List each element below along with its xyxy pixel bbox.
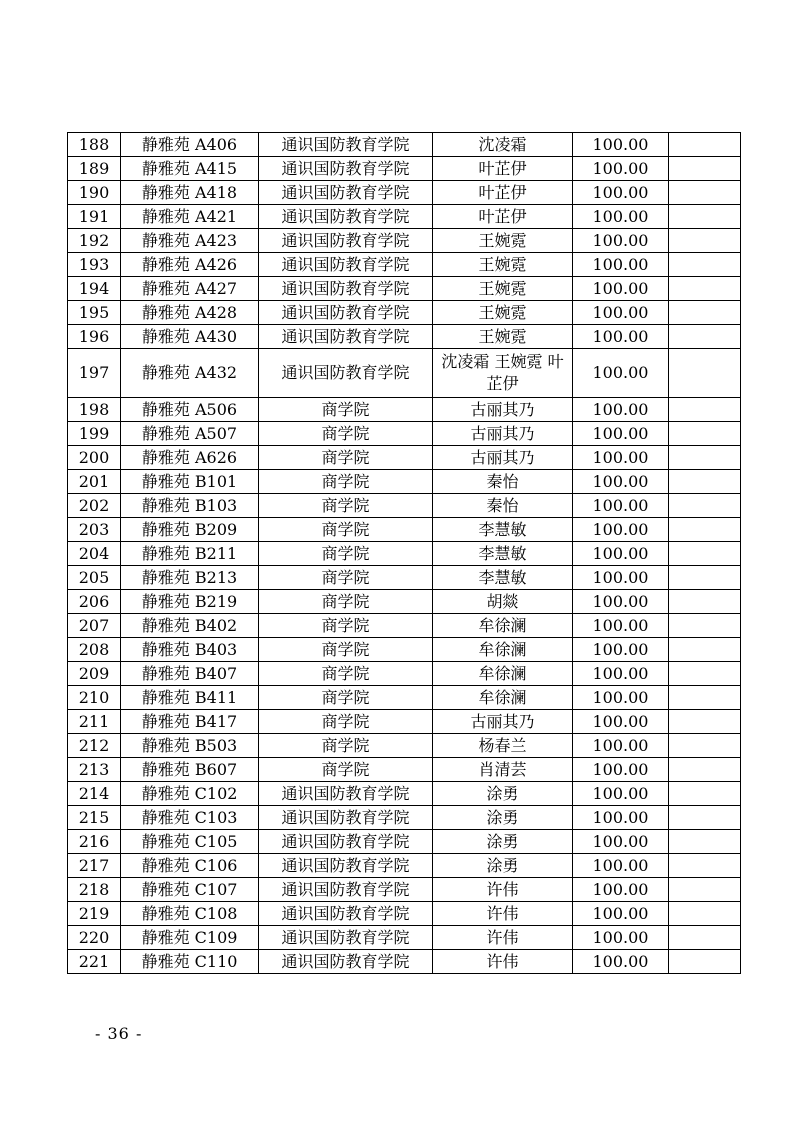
row-number-cell: 210	[68, 686, 121, 710]
row-number-cell: 188	[68, 133, 121, 157]
room-cell: 静雅苑 B403	[121, 638, 259, 662]
table-row	[68, 590, 741, 614]
row-number-cell: 219	[68, 902, 121, 926]
contact-cell: 古丽其乃	[433, 422, 573, 446]
score-cell: 100.00	[573, 950, 669, 974]
score-cell: 100.00	[573, 638, 669, 662]
row-number-cell: 200	[68, 446, 121, 470]
room-cell: 静雅苑 A406	[121, 133, 259, 157]
college-cell: 通识国防教育学院	[259, 277, 433, 301]
table-row	[68, 157, 741, 181]
row-number-cell: 196	[68, 325, 121, 349]
contact-cell: 秦怡	[433, 494, 573, 518]
table-row	[68, 470, 741, 494]
room-cell: 静雅苑 C107	[121, 878, 259, 902]
remark-cell	[669, 926, 741, 950]
score-cell: 100.00	[573, 133, 669, 157]
contact-cell: 叶芷伊	[433, 157, 573, 181]
room-cell: 静雅苑 A430	[121, 325, 259, 349]
remark-cell	[669, 710, 741, 734]
row-number-cell: 217	[68, 854, 121, 878]
contact-cell: 古丽其乃	[433, 446, 573, 470]
college-cell: 通识国防教育学院	[259, 325, 433, 349]
contact-cell: 许伟	[433, 878, 573, 902]
room-cell: 静雅苑 B407	[121, 662, 259, 686]
room-cell: 静雅苑 B211	[121, 542, 259, 566]
college-cell: 商学院	[259, 518, 433, 542]
score-cell: 100.00	[573, 470, 669, 494]
room-cell: 静雅苑 A427	[121, 277, 259, 301]
row-number-cell: 213	[68, 758, 121, 782]
room-cell: 静雅苑 A423	[121, 229, 259, 253]
table-row	[68, 638, 741, 662]
room-cell: 静雅苑 B402	[121, 614, 259, 638]
score-cell: 100.00	[573, 878, 669, 902]
college-cell: 商学院	[259, 614, 433, 638]
table-row	[68, 446, 741, 470]
room-cell: 静雅苑 C106	[121, 854, 259, 878]
room-cell: 静雅苑 B607	[121, 758, 259, 782]
room-cell: 静雅苑 C108	[121, 902, 259, 926]
row-number-cell: 195	[68, 301, 121, 325]
room-cell: 静雅苑 A506	[121, 398, 259, 422]
score-cell: 100.00	[573, 229, 669, 253]
score-cell: 100.00	[573, 782, 669, 806]
contact-cell: 秦怡	[433, 470, 573, 494]
college-cell: 通识国防教育学院	[259, 806, 433, 830]
remark-cell	[669, 157, 741, 181]
college-cell: 商学院	[259, 494, 433, 518]
college-cell: 通识国防教育学院	[259, 950, 433, 974]
room-cell: 静雅苑 B219	[121, 590, 259, 614]
contact-cell: 许伟	[433, 902, 573, 926]
college-cell: 商学院	[259, 470, 433, 494]
room-cell: 静雅苑 B503	[121, 734, 259, 758]
remark-cell	[669, 758, 741, 782]
college-cell: 商学院	[259, 734, 433, 758]
score-cell: 100.00	[573, 542, 669, 566]
score-cell: 100.00	[573, 710, 669, 734]
college-cell: 商学院	[259, 710, 433, 734]
table-row	[68, 902, 741, 926]
remark-cell	[669, 181, 741, 205]
remark-cell	[669, 734, 741, 758]
remark-cell	[669, 398, 741, 422]
room-cell: 静雅苑 C102	[121, 782, 259, 806]
dormitory-score-table	[67, 132, 741, 974]
room-cell: 静雅苑 A626	[121, 446, 259, 470]
remark-cell	[669, 902, 741, 926]
table-row	[68, 301, 741, 325]
row-number-cell: 203	[68, 518, 121, 542]
table-row	[68, 854, 741, 878]
room-cell: 静雅苑 B209	[121, 518, 259, 542]
room-cell: 静雅苑 A421	[121, 205, 259, 229]
table-row	[68, 806, 741, 830]
table-row	[68, 566, 741, 590]
score-cell: 100.00	[573, 518, 669, 542]
row-number-cell: 214	[68, 782, 121, 806]
contact-cell: 古丽其乃	[433, 398, 573, 422]
college-cell: 通识国防教育学院	[259, 830, 433, 854]
table-row	[68, 422, 741, 446]
table-row	[68, 133, 741, 157]
room-cell: 静雅苑 A428	[121, 301, 259, 325]
table-row	[68, 950, 741, 974]
table-row	[68, 878, 741, 902]
remark-cell	[669, 518, 741, 542]
contact-cell: 叶芷伊	[433, 205, 573, 229]
college-cell: 通识国防教育学院	[259, 133, 433, 157]
college-cell: 商学院	[259, 566, 433, 590]
table-row	[68, 518, 741, 542]
score-cell: 100.00	[573, 181, 669, 205]
contact-cell: 沈凌霜	[433, 133, 573, 157]
college-cell: 商学院	[259, 662, 433, 686]
score-cell: 100.00	[573, 614, 669, 638]
college-cell: 通识国防教育学院	[259, 878, 433, 902]
contact-cell: 王婉霓	[433, 277, 573, 301]
row-number-cell: 207	[68, 614, 121, 638]
room-cell: 静雅苑 B101	[121, 470, 259, 494]
row-number-cell: 199	[68, 422, 121, 446]
table-row	[68, 349, 741, 398]
college-cell: 通识国防教育学院	[259, 157, 433, 181]
table-row	[68, 494, 741, 518]
score-cell: 100.00	[573, 854, 669, 878]
college-cell: 通识国防教育学院	[259, 181, 433, 205]
score-cell: 100.00	[573, 686, 669, 710]
college-cell: 通识国防教育学院	[259, 782, 433, 806]
remark-cell	[669, 806, 741, 830]
college-cell: 通识国防教育学院	[259, 854, 433, 878]
contact-cell: 王婉霓	[433, 253, 573, 277]
room-cell: 静雅苑 C110	[121, 950, 259, 974]
college-cell: 通识国防教育学院	[259, 229, 433, 253]
remark-cell	[669, 854, 741, 878]
row-number-cell: 205	[68, 566, 121, 590]
row-number-cell: 208	[68, 638, 121, 662]
contact-cell: 牟徐澜	[433, 662, 573, 686]
remark-cell	[669, 662, 741, 686]
table-row	[68, 710, 741, 734]
row-number-cell: 192	[68, 229, 121, 253]
row-number-cell: 204	[68, 542, 121, 566]
contact-cell: 涂勇	[433, 830, 573, 854]
score-cell: 100.00	[573, 398, 669, 422]
room-cell: 静雅苑 C109	[121, 926, 259, 950]
row-number-cell: 189	[68, 157, 121, 181]
room-cell: 静雅苑 A415	[121, 157, 259, 181]
remark-cell	[669, 566, 741, 590]
table-row	[68, 253, 741, 277]
table-row	[68, 542, 741, 566]
room-cell: 静雅苑 B411	[121, 686, 259, 710]
college-cell: 通识国防教育学院	[259, 926, 433, 950]
contact-cell: 王婉霓	[433, 229, 573, 253]
college-cell: 商学院	[259, 398, 433, 422]
remark-cell	[669, 950, 741, 974]
remark-cell	[669, 253, 741, 277]
contact-cell: 杨春兰	[433, 734, 573, 758]
score-cell: 100.00	[573, 205, 669, 229]
contact-cell: 胡燚	[433, 590, 573, 614]
contact-cell: 涂勇	[433, 854, 573, 878]
table-row	[68, 277, 741, 301]
row-number-cell: 193	[68, 253, 121, 277]
remark-cell	[669, 205, 741, 229]
score-cell: 100.00	[573, 566, 669, 590]
row-number-cell: 209	[68, 662, 121, 686]
row-number-cell: 212	[68, 734, 121, 758]
table-row	[68, 782, 741, 806]
room-cell: 静雅苑 A507	[121, 422, 259, 446]
contact-cell: 王婉霓	[433, 301, 573, 325]
room-cell: 静雅苑 B103	[121, 494, 259, 518]
score-cell: 100.00	[573, 422, 669, 446]
score-cell: 100.00	[573, 590, 669, 614]
row-number-cell: 194	[68, 277, 121, 301]
table-row	[68, 181, 741, 205]
row-number-cell: 206	[68, 590, 121, 614]
remark-cell	[669, 229, 741, 253]
remark-cell	[669, 494, 741, 518]
score-cell: 100.00	[573, 446, 669, 470]
college-cell: 商学院	[259, 446, 433, 470]
remark-cell	[669, 422, 741, 446]
contact-cell: 古丽其乃	[433, 710, 573, 734]
room-cell: 静雅苑 C103	[121, 806, 259, 830]
room-cell: 静雅苑 C105	[121, 830, 259, 854]
contact-cell: 牟徐澜	[433, 614, 573, 638]
college-cell: 商学院	[259, 422, 433, 446]
row-number-cell: 198	[68, 398, 121, 422]
score-cell: 100.00	[573, 277, 669, 301]
room-cell: 静雅苑 B213	[121, 566, 259, 590]
row-number-cell: 202	[68, 494, 121, 518]
contact-cell: 涂勇	[433, 782, 573, 806]
contact-cell: 王婉霓	[433, 325, 573, 349]
college-cell: 商学院	[259, 590, 433, 614]
remark-cell	[669, 782, 741, 806]
table-row	[68, 830, 741, 854]
row-number-cell: 201	[68, 470, 121, 494]
score-cell: 100.00	[573, 157, 669, 181]
remark-cell	[669, 446, 741, 470]
college-cell: 通识国防教育学院	[259, 253, 433, 277]
score-cell: 100.00	[573, 806, 669, 830]
score-cell: 100.00	[573, 902, 669, 926]
room-cell: 静雅苑 A426	[121, 253, 259, 277]
college-cell: 通识国防教育学院	[259, 205, 433, 229]
remark-cell	[669, 301, 741, 325]
remark-cell	[669, 542, 741, 566]
table-row	[68, 662, 741, 686]
remark-cell	[669, 830, 741, 854]
room-cell: 静雅苑 A432	[121, 349, 259, 398]
college-cell: 商学院	[259, 542, 433, 566]
contact-cell: 牟徐澜	[433, 686, 573, 710]
table-body	[68, 133, 741, 974]
contact-cell: 涂勇	[433, 806, 573, 830]
score-cell: 100.00	[573, 926, 669, 950]
table-row	[68, 926, 741, 950]
table-row	[68, 205, 741, 229]
table-row	[68, 758, 741, 782]
college-cell: 通识国防教育学院	[259, 902, 433, 926]
table-row	[68, 229, 741, 253]
remark-cell	[669, 686, 741, 710]
room-cell: 静雅苑 A418	[121, 181, 259, 205]
contact-cell: 叶芷伊	[433, 181, 573, 205]
score-cell: 100.00	[573, 734, 669, 758]
row-number-cell: 197	[68, 349, 121, 398]
row-number-cell: 216	[68, 830, 121, 854]
remark-cell	[669, 133, 741, 157]
row-number-cell: 215	[68, 806, 121, 830]
contact-cell: 沈凌霜 王婉霓 叶芷伊	[433, 349, 573, 398]
row-number-cell: 218	[68, 878, 121, 902]
table-row	[68, 614, 741, 638]
table-row	[68, 734, 741, 758]
contact-cell: 李慧敏	[433, 566, 573, 590]
score-cell: 100.00	[573, 662, 669, 686]
college-cell: 通识国防教育学院	[259, 301, 433, 325]
remark-cell	[669, 638, 741, 662]
contact-cell: 许伟	[433, 926, 573, 950]
row-number-cell: 221	[68, 950, 121, 974]
score-cell: 100.00	[573, 325, 669, 349]
score-cell: 100.00	[573, 758, 669, 782]
score-cell: 100.00	[573, 349, 669, 398]
remark-cell	[669, 470, 741, 494]
table-row	[68, 325, 741, 349]
row-number-cell: 211	[68, 710, 121, 734]
contact-cell: 肖清芸	[433, 758, 573, 782]
score-cell: 100.00	[573, 494, 669, 518]
contact-cell: 许伟	[433, 950, 573, 974]
college-cell: 商学院	[259, 686, 433, 710]
table-row	[68, 686, 741, 710]
college-cell: 商学院	[259, 638, 433, 662]
remark-cell	[669, 878, 741, 902]
row-number-cell: 220	[68, 926, 121, 950]
contact-cell: 牟徐澜	[433, 638, 573, 662]
college-cell: 商学院	[259, 758, 433, 782]
score-cell: 100.00	[573, 301, 669, 325]
score-cell: 100.00	[573, 830, 669, 854]
remark-cell	[669, 325, 741, 349]
remark-cell	[669, 590, 741, 614]
row-number-cell: 190	[68, 181, 121, 205]
table-row	[68, 398, 741, 422]
score-cell: 100.00	[573, 253, 669, 277]
contact-cell: 李慧敏	[433, 542, 573, 566]
row-number-cell: 191	[68, 205, 121, 229]
remark-cell	[669, 349, 741, 398]
college-cell: 通识国防教育学院	[259, 349, 433, 398]
remark-cell	[669, 277, 741, 301]
room-cell: 静雅苑 B417	[121, 710, 259, 734]
page-number: - 36 -	[95, 1024, 143, 1043]
remark-cell	[669, 614, 741, 638]
contact-cell: 李慧敏	[433, 518, 573, 542]
